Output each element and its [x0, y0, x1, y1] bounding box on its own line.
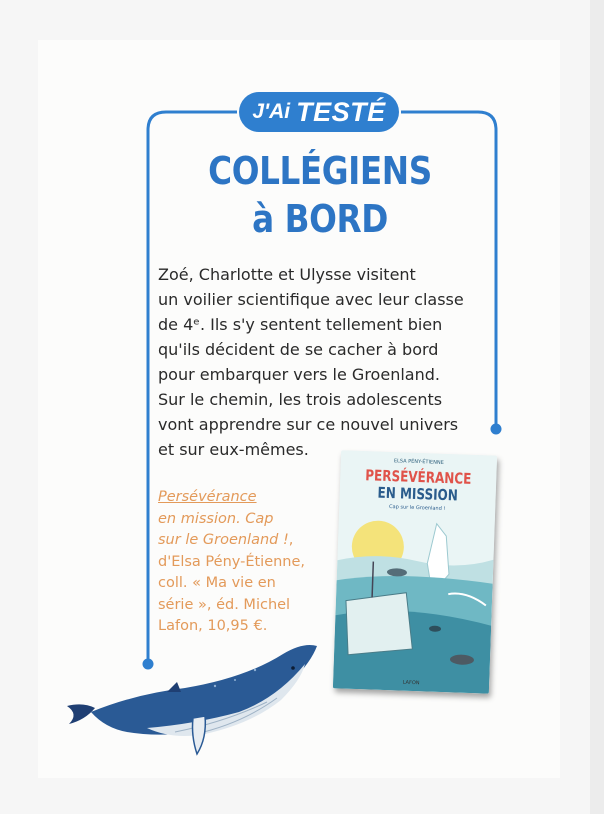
- frame-dot-right: [491, 424, 502, 435]
- whale-illustration: [55, 628, 325, 758]
- credit-book-title-2: en mission. Cap: [158, 510, 274, 527]
- tested-badge: [239, 92, 399, 132]
- book-subtitle: Cap sur le Groenland !: [388, 504, 446, 513]
- body-line: qu'ils décident de se cacher à bord: [158, 340, 439, 359]
- credit-publisher: série », éd. Michel: [158, 596, 291, 613]
- article-body: [158, 262, 490, 462]
- book-credit: [158, 487, 318, 638]
- credit-book-title-1: Persévérance: [158, 489, 257, 505]
- credit-author: d'Elsa Pény-Étienne,: [158, 553, 306, 570]
- body-line: et sur eux-mêmes.: [158, 440, 309, 459]
- badge-small-text: J'Ai: [252, 100, 291, 123]
- body-line: pour embarquer vers le Groenland.: [158, 365, 440, 384]
- book-author: ELSA PÉNY-ÉTIENNE: [393, 458, 444, 466]
- badge-big-text: TESTÉ: [296, 96, 386, 127]
- body-line: Sur le chemin, les trois adolescents: [158, 390, 443, 409]
- credit-collection: coll. « Ma vie en: [158, 575, 276, 591]
- book-cover: [333, 450, 497, 693]
- book-title-line-2: EN MISSION: [377, 483, 459, 505]
- title-line-2: à BORD: [252, 197, 388, 241]
- title-line-1: COLLÉGIENS: [208, 149, 432, 193]
- credit-book-title-3: sur le Groenland !: [158, 532, 289, 548]
- article-title: [191, 147, 449, 243]
- book-title: [355, 467, 481, 505]
- body-line: vont apprendre sur ce nouvel univers: [158, 415, 459, 434]
- credit-price: Lafon, 10,95 €.: [158, 618, 268, 634]
- body-line: Zoé, Charlotte et Ulysse visitent: [158, 265, 416, 284]
- book-publisher: LAFON: [402, 679, 420, 687]
- credit-comma: ,: [288, 532, 294, 548]
- book-title-line-1: PERSÉVÉRANCE: [364, 466, 472, 488]
- body-line: un voilier scientifique avec leur classe: [158, 290, 464, 309]
- body-line: de 4ᵉ. Ils s'y sentent tellement bien: [158, 315, 443, 334]
